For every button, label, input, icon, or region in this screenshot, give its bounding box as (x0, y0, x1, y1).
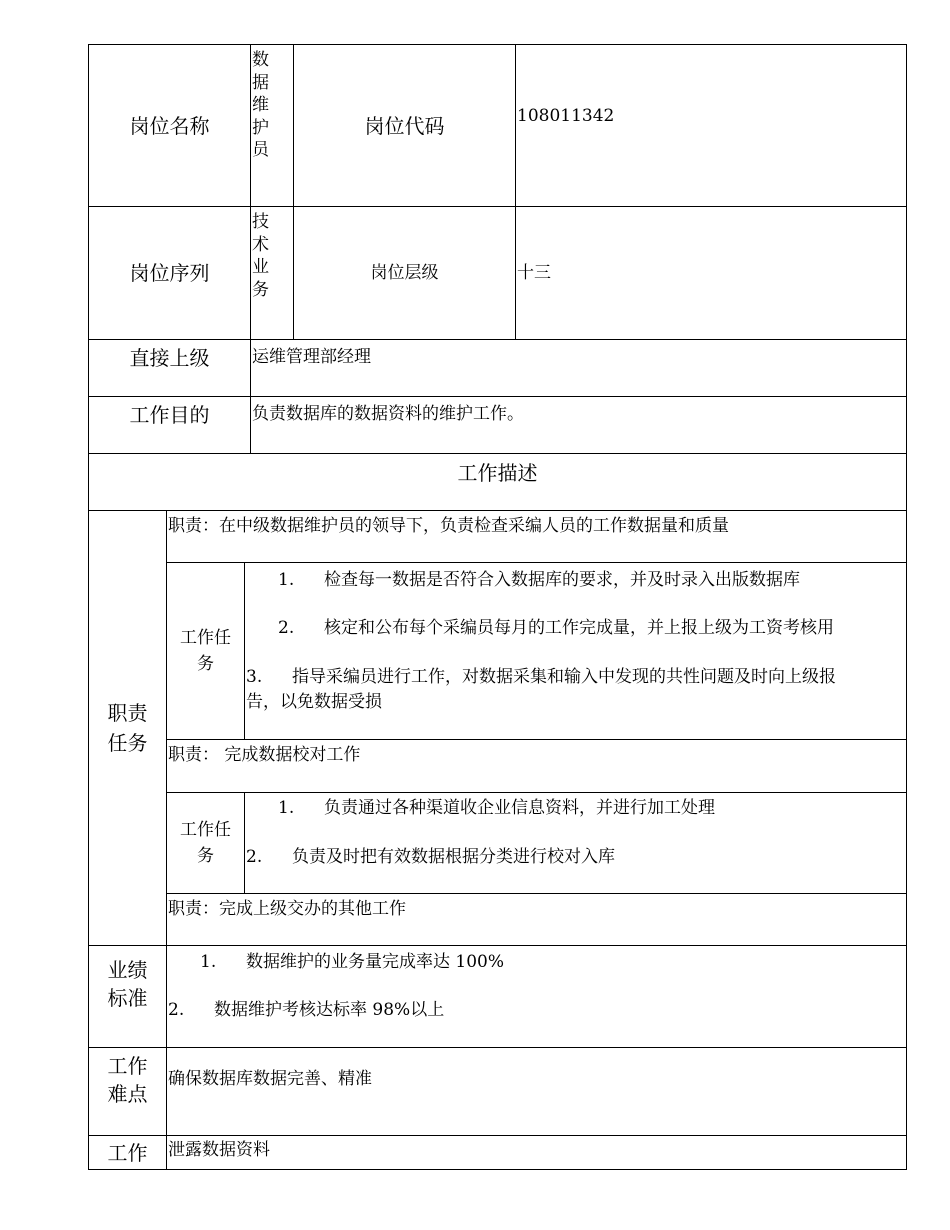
purpose-label-cell (88, 396, 251, 454)
difficulty-label-cell (88, 1047, 167, 1136)
duty1-task-2-text: 核定和公布每个采编员每月的工作完成量，并上报上级为工资考核用 (324, 618, 834, 638)
post-code-label: 岗位代码 (364, 113, 445, 138)
post-code-label-cell (293, 44, 516, 207)
duty2-tasks-cell (244, 792, 907, 894)
performance-item-1-num: 1. (200, 952, 217, 972)
performance-label-cell (88, 945, 167, 1048)
purpose-value-cell (250, 396, 907, 454)
performance-label: 业绩标准 (107, 958, 148, 1010)
superior-label-cell (88, 339, 251, 397)
post-name-label: 岗位名称 (129, 113, 210, 138)
duty1-tasks-label-cell (166, 562, 245, 740)
duty1-task-1-num: 1. (278, 570, 295, 590)
duty3-cell (166, 893, 907, 946)
performance-item-2-text: 数据维护考核达标率 98%以上 (214, 1000, 445, 1020)
superior-value-cell (250, 339, 907, 397)
post-level-label: 岗位层级 (370, 263, 439, 283)
section-title: 工作描述 (457, 461, 538, 485)
difficulty-cell (166, 1047, 907, 1136)
duty1-task-2-num: 2. (278, 618, 295, 638)
post-series-label: 岗位序列 (129, 261, 210, 285)
post-series-value-cell (250, 206, 294, 340)
performance-item-1 (200, 950, 504, 974)
duty3-text: 职责：完成上级交办的其他工作 (168, 899, 406, 919)
risk-label-cell (88, 1135, 167, 1170)
performance-item-2-num: 2. (168, 1000, 185, 1020)
superior-value: 运维管理部经理 (252, 347, 371, 367)
post-level-label-cell (293, 206, 516, 340)
risk-label: 工作 (107, 1141, 148, 1165)
post-level-value: 十三 (517, 263, 551, 283)
risk-value: 泄露数据资料 (168, 1140, 270, 1160)
duty2-cell (166, 739, 907, 793)
duty2-task-2-num: 2. (246, 847, 263, 867)
duty1-task-1-text: 检查每一数据是否符合入数据库的要求，并及时录入出版数据库 (324, 570, 800, 590)
duty2-tasks-label: 工作任务 (180, 820, 231, 866)
duty2-task-1-num: 1. (278, 798, 295, 818)
duty1-task-3-text2: 告，以免数据受损 (246, 692, 382, 712)
duty2-task-1-text: 负责通过各种渠道收企业信息资料，并进行加工处理 (324, 798, 715, 818)
superior-label: 直接上级 (129, 346, 210, 370)
duty1-cell (166, 510, 907, 563)
duty1-task-3-num: 3. (246, 667, 263, 687)
duty1-tasks-label: 工作任务 (180, 628, 231, 674)
duty1-tasks-cell (244, 562, 907, 740)
post-level-value-cell (515, 206, 907, 340)
duty1-text: 职责：在中级数据维护员的领导下，负责检查采编人员的工作数据量和质量 (168, 516, 729, 536)
duty1-task-3-text: 指导采编员进行工作，对数据采集和输入中发现的共性问题及时向上级报 (292, 667, 836, 687)
difficulty-label: 工作难点 (107, 1054, 148, 1106)
post-name-label-cell (88, 44, 251, 207)
duties-label-cell (88, 510, 167, 946)
performance-item-1-text: 数据维护的业务量完成率达 100% (246, 952, 505, 972)
duty1-task-1 (278, 568, 800, 592)
purpose-value: 负责数据库的数据资料的维护工作。 (252, 404, 524, 424)
difficulty-value: 确保数据库数据完善、精准 (168, 1069, 372, 1089)
performance-item-2 (168, 998, 444, 1022)
duty2-text: 职责： 完成数据校对工作 (168, 745, 361, 765)
duty1-task-2 (278, 616, 834, 640)
post-series-label-cell (88, 206, 251, 340)
post-name-value: 数据维护员 (252, 50, 269, 160)
duty1-task-3-cont (246, 690, 382, 714)
post-series-value: 技术业务 (252, 212, 269, 300)
risk-cell (166, 1135, 907, 1170)
duty2-task-2-text: 负责及时把有效数据根据分类进行校对入库 (292, 847, 615, 867)
duty1-task-3 (246, 665, 836, 689)
duty2-task-1 (278, 796, 715, 820)
post-code-value-cell (515, 44, 907, 207)
section-title-cell (88, 453, 907, 511)
duty2-tasks-label-cell (166, 792, 245, 894)
duties-label: 职责任务 (107, 701, 148, 755)
duty2-task-2 (246, 845, 615, 869)
post-name-value-cell (250, 44, 294, 207)
purpose-label: 工作目的 (129, 403, 210, 427)
post-code-value: 108011342 (517, 105, 615, 126)
performance-cell (166, 945, 907, 1048)
